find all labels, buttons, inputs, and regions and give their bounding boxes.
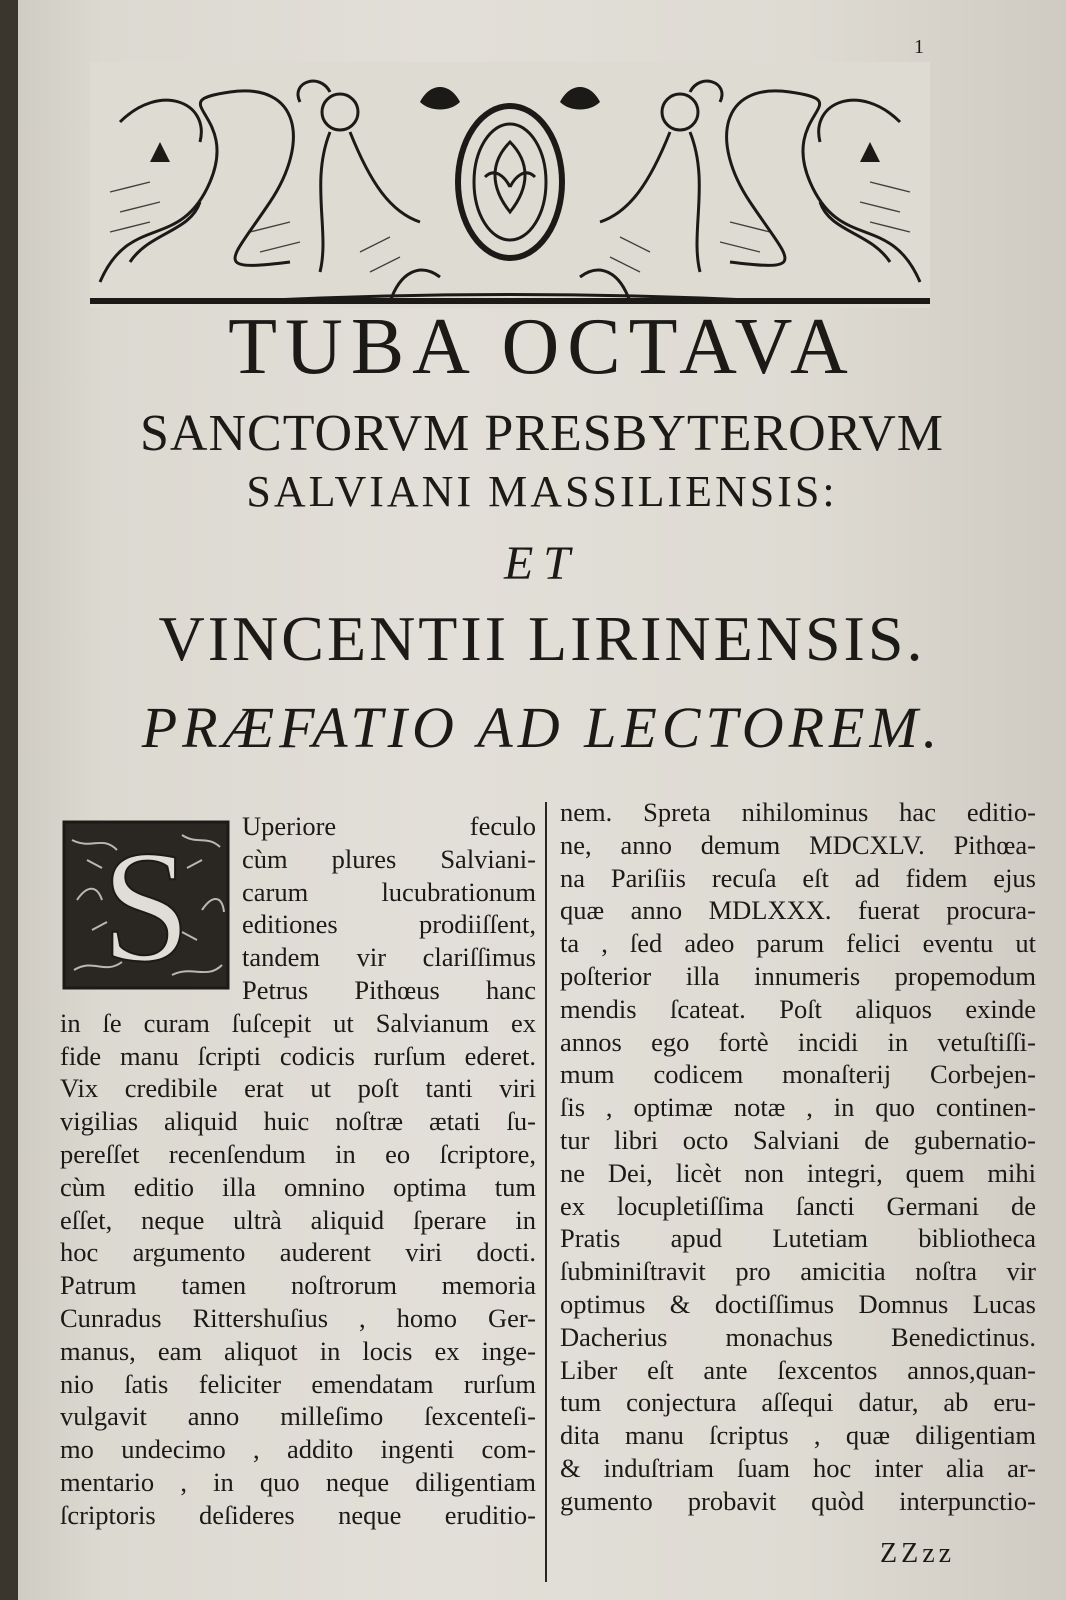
text-line: na Pariſiis recuſa eſt ad fidem ejus	[560, 862, 1036, 893]
text-line: quæ anno MDLXXX. fuerat procura-	[560, 895, 1036, 926]
text-line: vulgavit anno milleſimo ſexcenteſi-	[60, 1401, 536, 1432]
text-line: dita manu ſcriptus , quæ diligentiam	[560, 1420, 1036, 1451]
left-text-column	[60, 810, 536, 1532]
title-line-2: SANCTORVM PRESBYTERORVM	[140, 405, 944, 462]
text-line: nio ſatis feliciter emendatam rurſum	[60, 1368, 536, 1399]
right-text-column	[560, 796, 1036, 1518]
text-line: cùm plures Salviani-	[242, 843, 536, 874]
text-line: annos ego fortè incidi in vetuſtiſſi-	[560, 1026, 1036, 1057]
text-line: ſis , optimæ notæ , in quo continen-	[560, 1092, 1036, 1123]
text-line: mum codicem monaſterij Corbejen-	[560, 1059, 1036, 1090]
book-page	[18, 0, 1066, 1600]
text-line: Patrum tamen noſtrorum memoria	[60, 1270, 536, 1301]
text-line: Pratis apud Lutetiam bibliotheca	[560, 1223, 1036, 1254]
title-line-3: SALVIANI MASSILIENSIS:	[246, 467, 838, 516]
text-line: mo undecimo , addito ingenti com-	[60, 1434, 536, 1465]
text-line: tur libri octo Salviani de gubernatio-	[560, 1124, 1036, 1155]
text-line: ne, anno demum MDCXLV. Pithœa-	[560, 829, 1036, 860]
text-line: in ſe curam ſuſcepit ut Salvianum ex	[60, 1007, 536, 1038]
title-line-4: ET	[503, 537, 580, 590]
text-line: poſterior illa innumeris propemodum	[560, 960, 1036, 991]
title-line-1: TUBA OCTAVA	[228, 303, 856, 391]
text-line: ta , ſed adeo parum felici eventu ut	[560, 928, 1036, 959]
text-line: pereſſet recenſendum in eo ſcriptore,	[60, 1138, 536, 1169]
text-line: fide manu ſcripti codicis rurſum ederet.	[60, 1040, 536, 1071]
text-line: tum conjectura aſſequi datur, ab eru-	[560, 1387, 1036, 1418]
text-line: mendis ſcateat. Poſt aliquos exinde	[560, 993, 1036, 1024]
text-line: Petrus Pithœus hanc	[242, 974, 536, 1005]
column-divider	[545, 802, 547, 1582]
text-line: gumento probavit quòd interpunctio-	[560, 1485, 1036, 1516]
text-line: optimus & doctiſſimus Domnus Lucas	[560, 1288, 1036, 1319]
text-line: tandem vir clariſſimus	[242, 942, 536, 973]
text-line: ſubminiſtravit pro amicitia noſtra vir	[560, 1256, 1036, 1287]
text-line: eſſet, neque ultrà aliquid ſperare in	[60, 1204, 536, 1235]
text-line: editiones prodiiſſent,	[242, 909, 536, 940]
initial-letter-s: S	[101, 820, 191, 990]
text-line: cùm editio illa omnino optima tum	[60, 1171, 536, 1202]
signature-mark: ZZzz	[880, 1538, 956, 1569]
text-line: Uperiore feculo	[242, 811, 536, 841]
preface-heading: PRÆFATIO AD LECTOREM.	[141, 695, 943, 760]
text-line: mentario , in quo neque diligentiam	[60, 1466, 536, 1497]
text-line: manus, eam aliquot in locis ex inge-	[60, 1335, 536, 1366]
text-line: Dacherius monachus Benedictinus.	[560, 1321, 1036, 1352]
text-line: nem. Spreta nihilominus hac editio-	[560, 797, 1036, 827]
text-line: ſcriptoris deſideres neque eruditio-	[60, 1499, 536, 1530]
page-number: 1	[914, 36, 924, 58]
text-line: Cunradus Rittershuſius , homo Ger-	[60, 1302, 536, 1333]
text-line: ne Dei, licèt non integri, quem mihi	[560, 1157, 1036, 1188]
text-line: Liber eſt ante ſexcentos annos,quan-	[560, 1354, 1036, 1385]
woodcut-headpiece-ornament	[90, 62, 930, 308]
text-line: carum lucubrationum	[242, 876, 536, 907]
text-line: hoc argumento auderent viri docti.	[60, 1237, 536, 1268]
text-line: vigilias aliquid huic noſtræ ætati ſu-	[60, 1106, 536, 1137]
title-line-5: VINCENTII LIRINENSIS.	[158, 603, 926, 674]
text-line: Vix credibile erat ut poſt tanti viri	[60, 1073, 536, 1104]
text-line: & induſtriam ſuam hoc inter alia ar-	[560, 1452, 1036, 1483]
text-line: ex locupletiſſima ſancti Germani de	[560, 1190, 1036, 1221]
